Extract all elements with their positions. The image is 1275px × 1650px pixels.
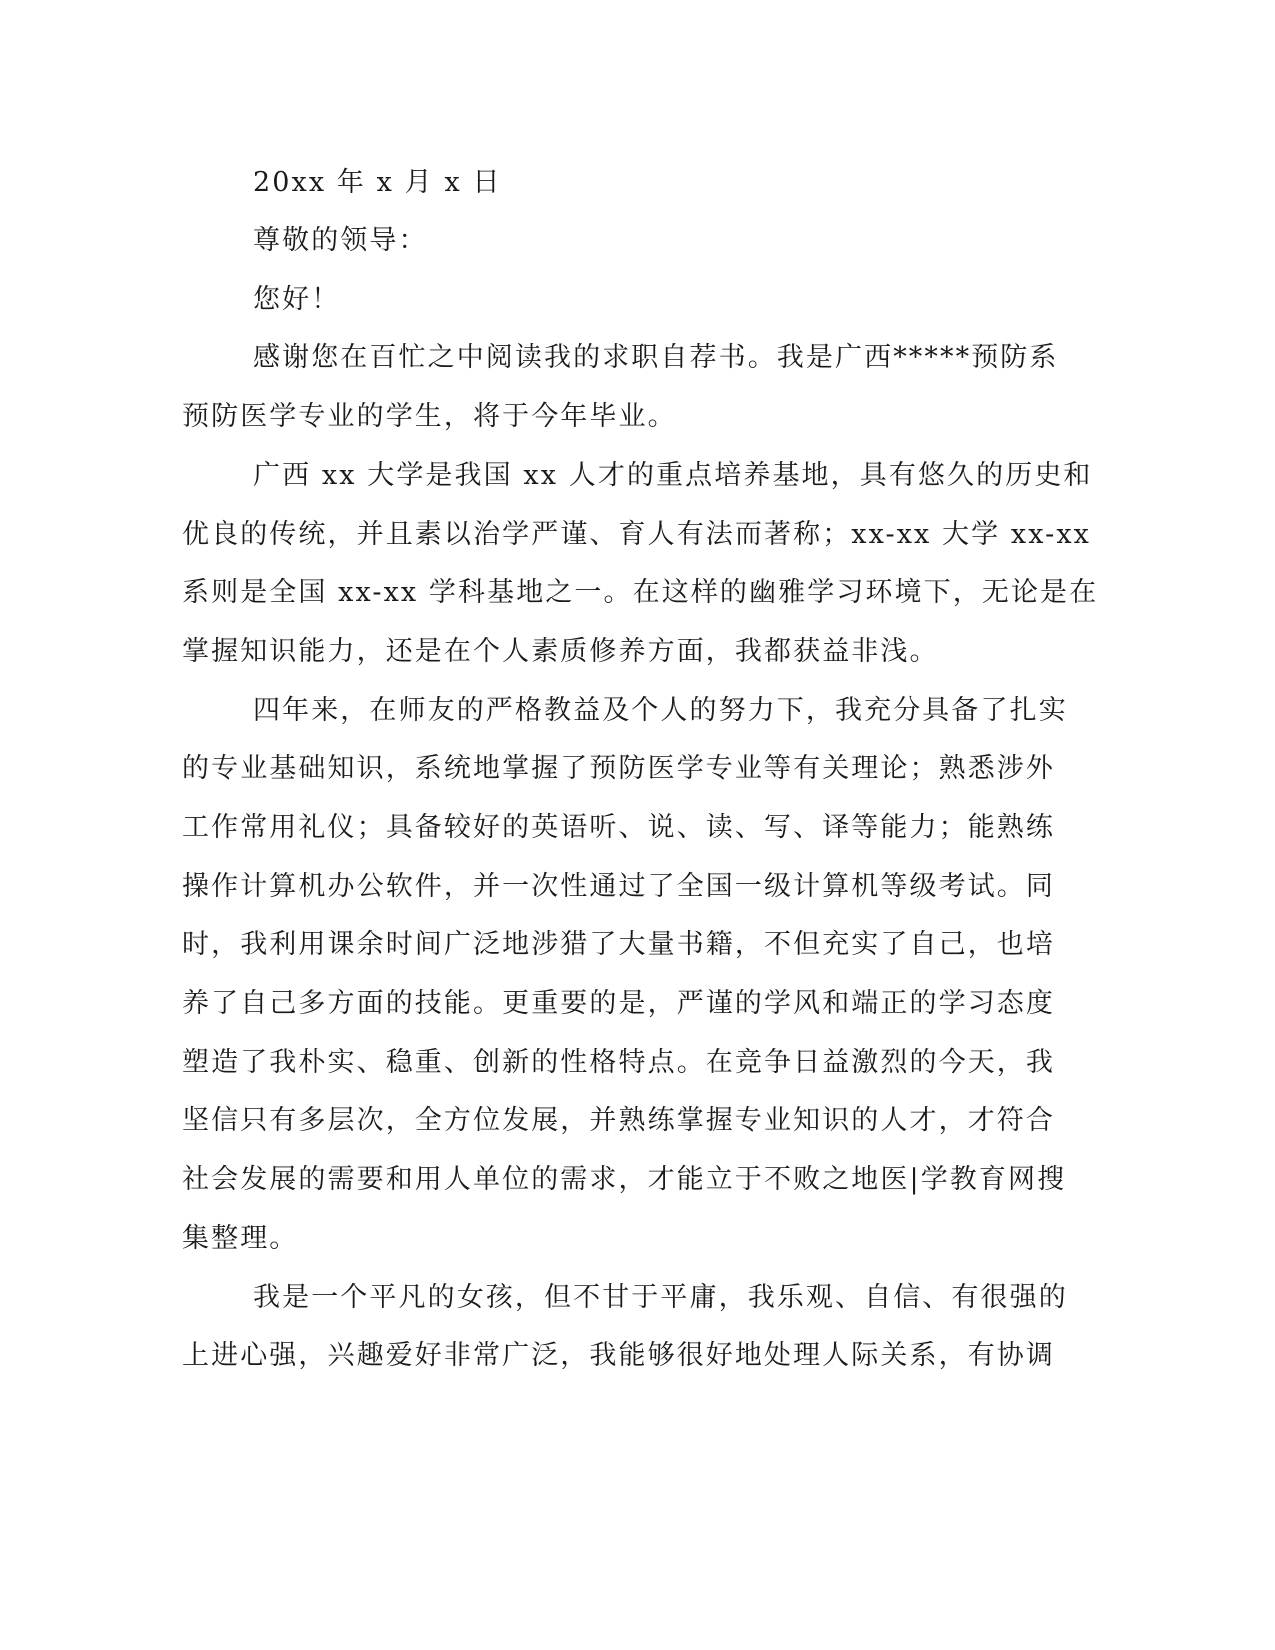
paragraph-3-line: 工作常用礼仪；具备较好的英语听、说、读、写、译等能力；能熟练: [182, 812, 1055, 843]
paragraph-4-line: 上进心强，兴趣爱好非常广泛，我能够很好地处理人际关系，有协调: [182, 1340, 1055, 1371]
letter-date: 20xx 年 x 月 x 日: [253, 167, 502, 198]
paragraph-3-line: 塑造了我朴实、稳重、创新的性格特点。在竞争日益激烈的今天，我: [182, 1047, 1055, 1078]
paragraph-3-line: 操作计算机办公软件，并一次性通过了全国一级计算机等级考试。同: [182, 871, 1055, 902]
paragraph-3-line: 集整理。: [182, 1223, 299, 1254]
paragraph-1-line: 感谢您在百忙之中阅读我的求职自荐书。我是广西*****预防系: [253, 342, 1059, 373]
paragraph-3-line: 社会发展的需要和用人单位的需求，才能立于不败之地医|学教育网搜: [182, 1164, 1067, 1195]
paragraph-3-line: 的专业基础知识，系统地掌握了预防医学专业等有关理论；熟悉涉外: [182, 753, 1055, 784]
paragraph-2-line: 系则是全国 xx-xx 学科基地之一。在这样的幽雅学习环境下，无论是在: [182, 577, 1099, 608]
paragraph-2-line: 优良的传统，并且素以治学严谨、育人有法而著称；xx-xx 大学 xx-xx: [182, 519, 1091, 550]
paragraph-3-line: 时，我利用课余时间广泛地涉猎了大量书籍，不但充实了自己，也培: [182, 929, 1055, 960]
paragraph-3-line: 四年来，在师友的严格教益及个人的努力下，我充分具备了扎实: [253, 695, 1068, 726]
paragraph-3-line: 坚信只有多层次，全方位发展，并熟练掌握专业知识的人才，才符合: [182, 1105, 1055, 1136]
paragraph-1-line: 预防医学专业的学生，将于今年毕业。: [182, 401, 677, 432]
paragraph-4-line: 我是一个平凡的女孩，但不甘于平庸，我乐观、自信、有很强的: [253, 1282, 1068, 1313]
paragraph-3-line: 养了自己多方面的技能。更重要的是，严谨的学风和端正的学习态度: [182, 988, 1055, 1019]
letter-salutation: 尊敬的领导：: [253, 225, 428, 256]
paragraph-2-line: 掌握知识能力，还是在个人素质修养方面，我都获益非浅。: [182, 636, 939, 667]
letter-greeting: 您好！: [253, 284, 341, 315]
paragraph-2-line: 广西 xx 大学是我国 xx 人才的重点培养基地，具有悠久的历史和: [253, 460, 1093, 491]
